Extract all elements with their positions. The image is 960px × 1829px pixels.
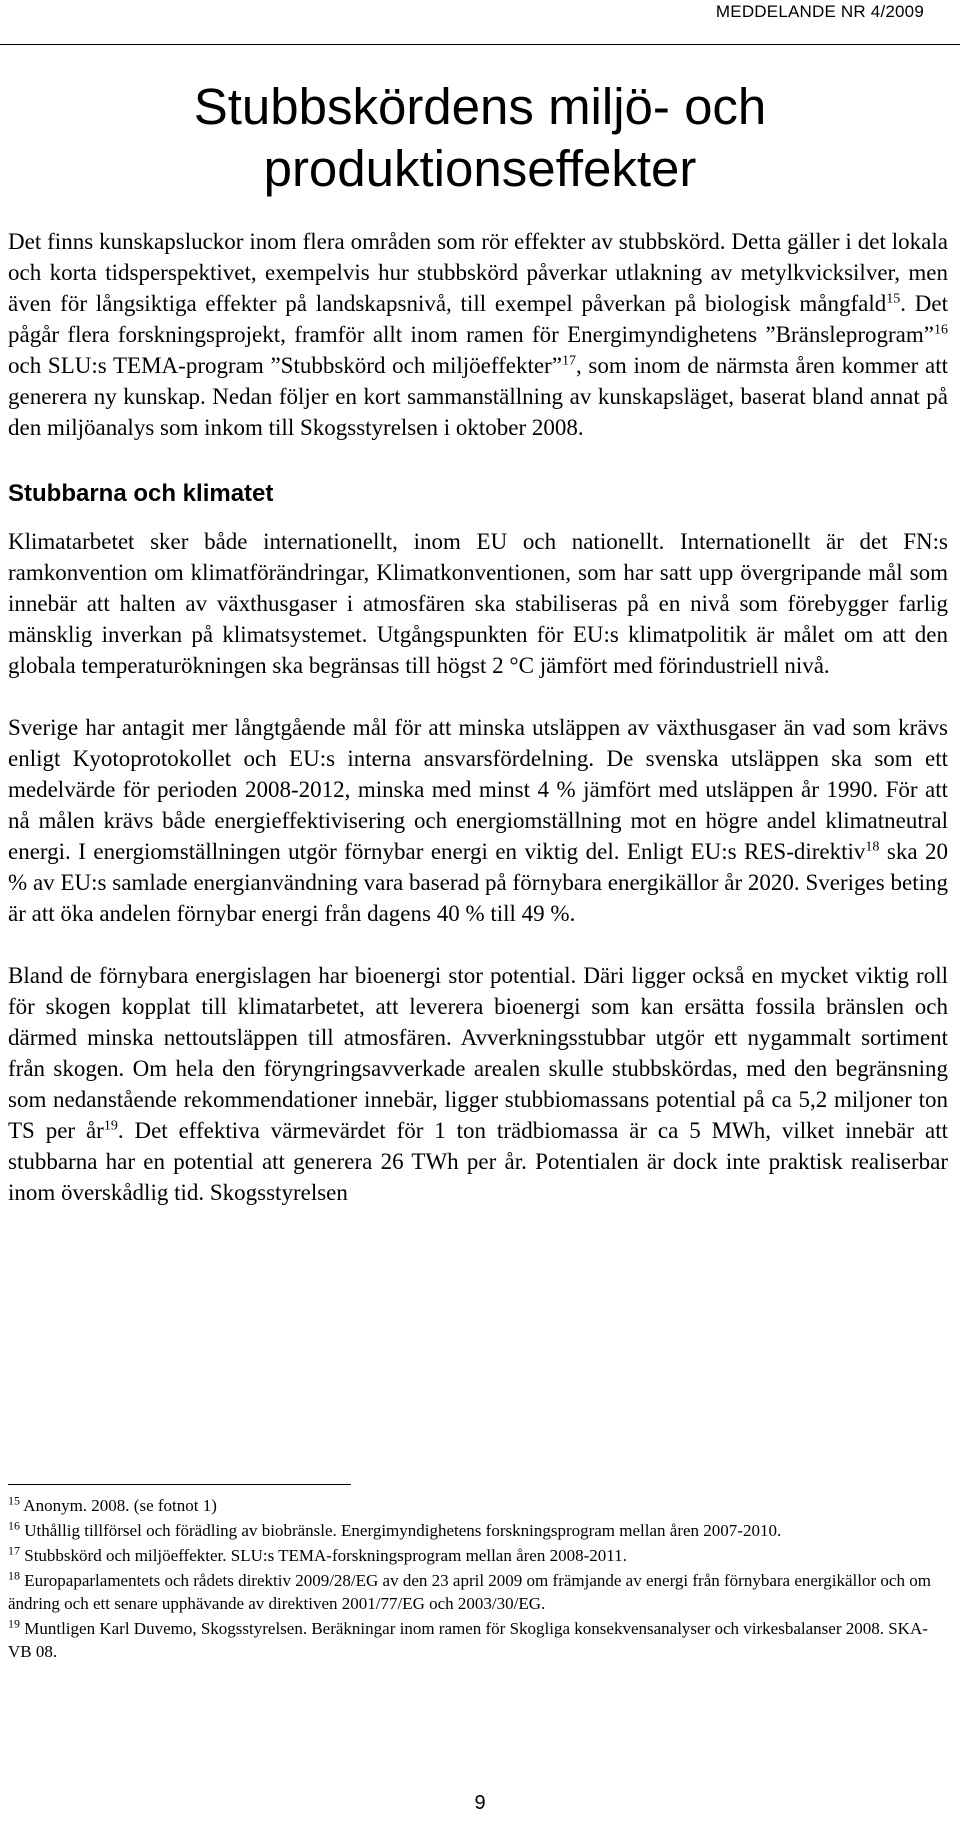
footnote-number: 17 bbox=[8, 1543, 20, 1558]
page-title bbox=[40, 76, 920, 200]
paragraph-intro bbox=[8, 226, 948, 443]
footnote-number: 19 bbox=[8, 1616, 20, 1631]
footnote-ref-16[interactable]: 16 bbox=[934, 322, 948, 338]
footnote-ref-17[interactable]: 17 bbox=[561, 353, 576, 369]
footnote-ref-18[interactable]: 18 bbox=[865, 839, 880, 855]
footnote-text: Europaparlamentets och rådets direktiv 2009/28/EG av den 23 april 2009 om främjande av energi från förnybara energikällor och om ändring och ett senare upphävande av direktiven 2001/77/EG och 2003/30/EG. bbox=[8, 1571, 931, 1613]
footnote-17 bbox=[8, 1544, 938, 1567]
paragraph-intro-part-c: och SLU:s TEMA-program ”Stubbskörd och miljöeffekter” bbox=[8, 353, 562, 378]
footnote-19 bbox=[8, 1617, 938, 1663]
footnote-text: Stubbskörd och miljöeffekter. SLU:s TEMA-forskningsprogram mellan åren 2008-2011. bbox=[20, 1546, 627, 1565]
footnote-number: 15 bbox=[8, 1493, 20, 1508]
header-rule bbox=[0, 44, 960, 45]
footnote-15 bbox=[8, 1494, 938, 1517]
footnote-18 bbox=[8, 1569, 938, 1615]
footnote-number: 16 bbox=[8, 1518, 20, 1533]
footnote-ref-19[interactable]: 19 bbox=[103, 1118, 118, 1134]
footnote-text: Muntligen Karl Duvemo, Skogsstyrelsen. Beräkningar inom ramen för Skogliga konsekvensanalyser och virkesbalanser 2008. SKA-VB 08. bbox=[8, 1619, 928, 1661]
footnote-16 bbox=[8, 1519, 938, 1542]
title-line-1: Stubbskördens miljö- och bbox=[193, 78, 767, 135]
footnote-ref-15[interactable]: 15 bbox=[886, 291, 901, 307]
footnotes bbox=[8, 1494, 938, 1665]
footnote-text: Uthållig tillförsel och förädling av biobränsle. Energimyndighetens forskningsprogram mellan åren 2007-2010. bbox=[20, 1521, 782, 1540]
paragraph-bioenergy-part-a: Bland de förnybara energislagen har bioenergi stor potential. Däri ligger också en mycket viktig roll för skogen kopplat till klimatarbetet, att leverera bioenergi som kan ersätta fossila bränslen och därmed minska nettoutsläppen till atmosfären. Avverkningsstubbar utgör ett nygammalt sortiment från skogen. Om hela den föryngringsavverkade arealen skulle stubbskördas, med den begränsning som nedanstående rekommendationer innebär, ligger stubbiomassans potential på ca 5,2 miljoner ton TS per år bbox=[8, 963, 948, 1143]
paragraph-sweden-goals-part-b: ska 20 % av EU:s samlade energianvändning vara baserad på förnybara energikällor år 2020. Sveriges beting är att öka andelen förnybar energi från dagens 40 % till 49 %. bbox=[8, 839, 948, 926]
footnote-text: Anonym. 2008. (se fotnot 1) bbox=[20, 1496, 217, 1515]
paragraph-bioenergy-part-b: . Det effektiva värmevärdet för 1 ton trädbiomassa är ca 5 MWh, vilket innebär att stubbarna har en potential att generera 26 TWh per år. Potentialen är dock inte praktisk realiserbar inom överskådlig tid. Skogsstyrelsen bbox=[8, 1118, 948, 1205]
paragraph-climate-work: Klimatarbetet sker både internationellt, inom EU och nationellt. Internationellt är det FN:s ramkonvention om klimatförändringar, Klimatkonventionen, som har satt upp övergripande mål som innebär att halten av växthusgaser i atmosfären ska stabiliseras på en nivå som förebygger farlig mänsklig inverkan på klimatsystemet. Utgångspunkten för EU:s klimatpolitik är målet om att den globala temperaturökningen ska begränsas till högst 2 °C jämfört med förindustriell nivå. bbox=[8, 529, 948, 678]
footnote-separator bbox=[8, 1484, 351, 1485]
paragraph-sweden-goals bbox=[8, 712, 948, 929]
page-number: 9 bbox=[474, 1792, 486, 1814]
title-line-2: produktionseffekter bbox=[263, 140, 697, 197]
body-text bbox=[8, 226, 948, 1208]
paragraph-intro-part-a: Det finns kunskapsluckor inom flera områden som rör effekter av stubbskörd. Detta gäller i det lokala och korta tidsperspektivet, exempelvis hur stubbskörd påverkar utlakning av metylkvicksilver, men även för långsiktiga effekter på landskapsnivå, till exempel påverkan på biologisk mångfald bbox=[8, 229, 948, 316]
running-header: MEDDELANDE NR 4/2009 bbox=[715, 2, 924, 21]
paragraph-intro-part-d: , som inom de närmsta åren kommer att generera ny kunskap. Nedan följer en kort sammanställning av kunskapsläget, baserat bland annat på den miljöanalys som inkom till Skogsstyrelsen i oktober 2008. bbox=[8, 353, 949, 440]
paragraph-bioenergy bbox=[8, 960, 948, 1208]
paragraph-intro-part-b: . Det pågår flera forskningsprojekt, framför allt inom ramen för Energimyndighetens ”Bränsleprogram” bbox=[8, 291, 948, 347]
paragraph-sweden-goals-part-a: Sverige har antagit mer långtgående mål för att minska utsläppen av växthusgaser än vad som krävs enligt Kyotoprotokollet och EU:s interna ansvarsfördelning. De svenska utsläppen ska som ett medelvärde för perioden 2008-2012, minska med minst 4 % jämfört med utsläppen år 1990. För att nå målen krävs både energieffektivisering och energiomställning mot en högre andel klimatneutral energi. I energiomställningen utgör förnybar energi en viktig del. Enligt EU:s RES-direktiv bbox=[8, 715, 948, 864]
footnote-number: 18 bbox=[8, 1568, 20, 1583]
section-heading: Stubbarna och klimatet bbox=[8, 480, 274, 507]
